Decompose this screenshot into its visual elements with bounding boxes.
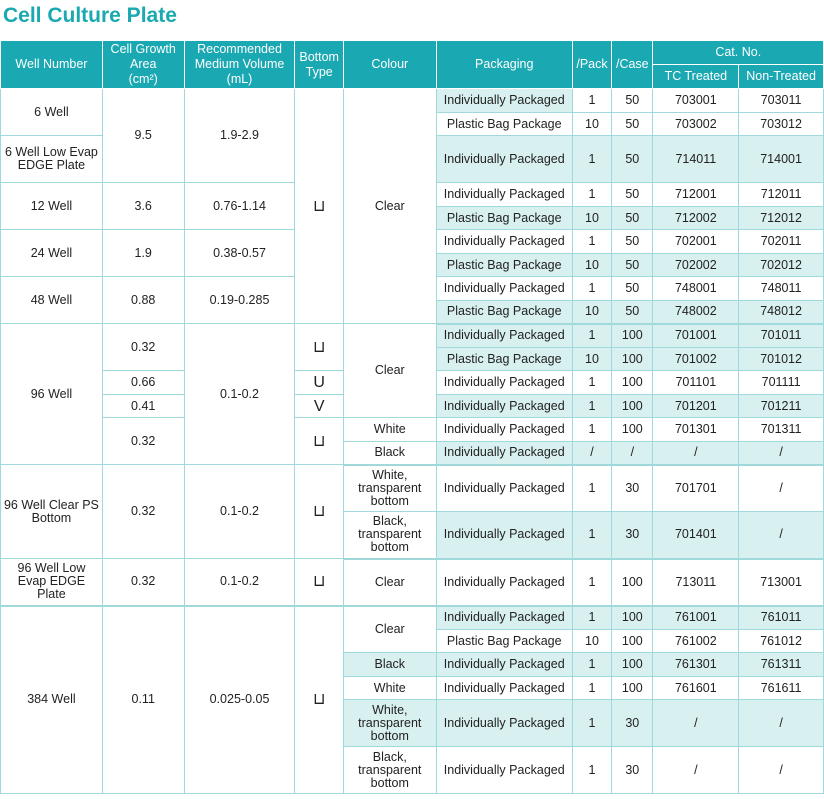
packaging-cell: Individually Packaged xyxy=(436,700,572,747)
growth-area-cell: 3.6 xyxy=(102,183,184,230)
packaging-cell: Individually Packaged xyxy=(436,418,572,442)
colour-cell: Clear xyxy=(343,559,436,606)
header-medium-volume: Recommended Medium Volume (mL) xyxy=(184,41,295,89)
case-cell: 50 xyxy=(612,113,653,136)
nt-cell: 702012 xyxy=(739,254,824,277)
case-cell: 50 xyxy=(612,136,653,183)
tc-cell: 761301 xyxy=(653,653,739,677)
packaging-cell: Individually Packaged xyxy=(436,559,572,606)
case-cell: 100 xyxy=(612,418,653,442)
packaging-cell: Individually Packaged xyxy=(436,324,572,348)
growth-area-cell: 0.11 xyxy=(102,606,184,794)
nt-cell: / xyxy=(739,442,824,465)
growth-area-cell: 0.88 xyxy=(102,277,184,324)
tc-cell: 761601 xyxy=(653,677,739,700)
well-number-cell: 48 Well xyxy=(1,277,103,324)
pack-cell: 1 xyxy=(572,324,611,348)
case-cell: 50 xyxy=(612,277,653,301)
well-number-cell: 24 Well xyxy=(1,230,103,277)
packaging-cell: Plastic Bag Package xyxy=(436,630,572,653)
well-number-cell: 12 Well xyxy=(1,183,103,230)
pack-cell: 1 xyxy=(572,700,611,747)
packaging-cell: Plastic Bag Package xyxy=(436,348,572,371)
growth-area-cell: 0.32 xyxy=(102,418,184,465)
tc-cell: 761001 xyxy=(653,606,739,630)
packaging-cell: Individually Packaged xyxy=(436,747,572,794)
flat-bottom-icon: ⊔ xyxy=(295,559,343,606)
colour-cell: White xyxy=(343,677,436,700)
well-number-cell: 6 Well Low Evap EDGE Plate xyxy=(1,136,103,183)
nt-cell: 748011 xyxy=(739,277,824,301)
packaging-cell: Individually Packaged xyxy=(436,371,572,395)
medium-volume-cell: 0.76-1.14 xyxy=(184,183,295,230)
table-row xyxy=(1,324,824,348)
pack-cell: 1 xyxy=(572,277,611,301)
tc-cell: 701201 xyxy=(653,395,739,418)
table-row xyxy=(1,418,824,442)
packaging-cell: Plastic Bag Package xyxy=(436,207,572,230)
packaging-cell: Individually Packaged xyxy=(436,136,572,183)
nt-cell: 761611 xyxy=(739,677,824,700)
tc-cell: 701701 xyxy=(653,465,739,512)
case-cell: 100 xyxy=(612,677,653,700)
growth-area-cell: 0.32 xyxy=(102,559,184,606)
medium-volume-cell: 1.9-2.9 xyxy=(184,89,295,183)
pack-cell: 10 xyxy=(572,254,611,277)
packaging-cell: Plastic Bag Package xyxy=(436,254,572,277)
cell-culture-plate-table xyxy=(0,40,824,794)
v-bottom-icon: V xyxy=(295,395,343,418)
nt-cell: 701111 xyxy=(739,371,824,395)
medium-volume-cell: 0.1-0.2 xyxy=(184,559,295,606)
nt-cell: 714001 xyxy=(739,136,824,183)
nt-cell: 701311 xyxy=(739,418,824,442)
pack-cell: 10 xyxy=(572,113,611,136)
pack-cell: 1 xyxy=(572,512,611,559)
nt-cell: / xyxy=(739,465,824,512)
pack-cell: / xyxy=(572,442,611,465)
packaging-cell: Individually Packaged xyxy=(436,465,572,512)
case-cell: 30 xyxy=(612,747,653,794)
colour-cell: White xyxy=(343,418,436,442)
growth-area-cell: 0.41 xyxy=(102,395,184,418)
tc-cell: 712002 xyxy=(653,207,739,230)
nt-cell: 748012 xyxy=(739,301,824,324)
medium-volume-cell: 0.1-0.2 xyxy=(184,324,295,465)
well-number-cell: 96 Well Clear PS Bottom xyxy=(1,465,103,559)
colour-cell: Clear xyxy=(343,89,436,324)
packaging-cell: Individually Packaged xyxy=(436,230,572,254)
nt-cell: / xyxy=(739,512,824,559)
header-growth-area: Cell Growth Area (cm²) xyxy=(102,41,184,89)
packaging-cell: Individually Packaged xyxy=(436,677,572,700)
colour-cell: Black xyxy=(343,442,436,465)
flat-bottom-icon: ⊔ xyxy=(295,465,343,559)
medium-volume-cell: 0.025-0.05 xyxy=(184,606,295,794)
case-cell: 100 xyxy=(612,324,653,348)
case-cell: 100 xyxy=(612,371,653,395)
case-cell: 30 xyxy=(612,465,653,512)
page-title: Cell Culture Plate xyxy=(3,4,177,27)
nt-cell: 761012 xyxy=(739,630,824,653)
nt-cell: 701211 xyxy=(739,395,824,418)
pack-cell: 1 xyxy=(572,677,611,700)
pack-cell: 1 xyxy=(572,653,611,677)
nt-cell: 701012 xyxy=(739,348,824,371)
header-per-pack: /Pack xyxy=(572,41,611,89)
tc-cell: 701301 xyxy=(653,418,739,442)
case-cell: 100 xyxy=(612,630,653,653)
growth-area-cell: 0.66 xyxy=(102,371,184,395)
tc-cell: 713011 xyxy=(653,559,739,606)
pack-cell: 10 xyxy=(572,348,611,371)
packaging-cell: Plastic Bag Package xyxy=(436,113,572,136)
table-row xyxy=(1,606,824,630)
case-cell: 50 xyxy=(612,207,653,230)
packaging-cell: Individually Packaged xyxy=(436,183,572,207)
case-cell: 100 xyxy=(612,653,653,677)
case-cell: 30 xyxy=(612,700,653,747)
header-cat-no: Cat. No. xyxy=(653,41,824,65)
packaging-cell: Individually Packaged xyxy=(436,277,572,301)
packaging-cell: Individually Packaged xyxy=(436,606,572,630)
growth-area-cell: 9.5 xyxy=(102,89,184,183)
tc-cell: / xyxy=(653,700,739,747)
pack-cell: 10 xyxy=(572,207,611,230)
case-cell: 50 xyxy=(612,230,653,254)
pack-cell: 1 xyxy=(572,89,611,113)
tc-cell: 714011 xyxy=(653,136,739,183)
tc-cell: 702001 xyxy=(653,230,739,254)
flat-bottom-icon: ⊔ xyxy=(295,324,343,371)
growth-area-cell: 0.32 xyxy=(102,324,184,371)
case-cell: 50 xyxy=(612,89,653,113)
medium-volume-cell: 0.19-0.285 xyxy=(184,277,295,324)
tc-cell: 701101 xyxy=(653,371,739,395)
packaging-cell: Individually Packaged xyxy=(436,653,572,677)
medium-volume-cell: 0.38-0.57 xyxy=(184,230,295,277)
colour-cell: Clear xyxy=(343,324,436,418)
pack-cell: 1 xyxy=(572,395,611,418)
nt-cell: 761311 xyxy=(739,653,824,677)
pack-cell: 10 xyxy=(572,630,611,653)
tc-cell: 748002 xyxy=(653,301,739,324)
colour-cell: Clear xyxy=(343,606,436,653)
flat-bottom-icon: ⊔ xyxy=(295,89,343,324)
case-cell: / xyxy=(612,442,653,465)
round-bottom-icon: U xyxy=(295,371,343,395)
table-row xyxy=(1,465,824,512)
header-packaging: Packaging xyxy=(436,41,572,89)
well-number-cell: 6 Well xyxy=(1,89,103,136)
nt-cell: 703012 xyxy=(739,113,824,136)
colour-cell: Black xyxy=(343,653,436,677)
tc-cell: 703002 xyxy=(653,113,739,136)
packaging-cell: Individually Packaged xyxy=(436,395,572,418)
case-cell: 100 xyxy=(612,559,653,606)
case-cell: 100 xyxy=(612,606,653,630)
case-cell: 30 xyxy=(612,512,653,559)
case-cell: 50 xyxy=(612,183,653,207)
nt-cell: 761011 xyxy=(739,606,824,630)
well-number-cell: 96 Well Low Evap EDGE Plate xyxy=(1,559,103,606)
pack-cell: 1 xyxy=(572,183,611,207)
tc-cell: 712001 xyxy=(653,183,739,207)
tc-cell: 748001 xyxy=(653,277,739,301)
tc-cell: / xyxy=(653,747,739,794)
colour-cell: White, transparent bottom xyxy=(343,700,436,747)
header-per-case: /Case xyxy=(612,41,653,89)
flat-bottom-icon: ⊔ xyxy=(295,418,343,465)
table-row xyxy=(1,559,824,606)
tc-cell: 702002 xyxy=(653,254,739,277)
case-cell: 100 xyxy=(612,348,653,371)
tc-cell: / xyxy=(653,442,739,465)
tc-cell: 701001 xyxy=(653,324,739,348)
flat-bottom-icon: ⊔ xyxy=(295,606,343,794)
header-colour: Colour xyxy=(343,41,436,89)
packaging-cell: Plastic Bag Package xyxy=(436,301,572,324)
nt-cell: 701011 xyxy=(739,324,824,348)
pack-cell: 1 xyxy=(572,418,611,442)
tc-cell: 701002 xyxy=(653,348,739,371)
case-cell: 50 xyxy=(612,254,653,277)
pack-cell: 1 xyxy=(572,559,611,606)
nt-cell: 712012 xyxy=(739,207,824,230)
nt-cell: 712011 xyxy=(739,183,824,207)
well-number-cell: 384 Well xyxy=(1,606,103,794)
header-non-treated: Non-Treated xyxy=(739,65,824,89)
nt-cell: 713001 xyxy=(739,559,824,606)
tc-cell: 761002 xyxy=(653,630,739,653)
case-cell: 100 xyxy=(612,395,653,418)
case-cell: 50 xyxy=(612,301,653,324)
growth-area-cell: 0.32 xyxy=(102,465,184,559)
nt-cell: 703011 xyxy=(739,89,824,113)
table-row xyxy=(1,89,824,113)
tc-cell: 703001 xyxy=(653,89,739,113)
nt-cell: 702011 xyxy=(739,230,824,254)
pack-cell: 1 xyxy=(572,136,611,183)
header-well-number: Well Number xyxy=(1,41,103,89)
tc-cell: 701401 xyxy=(653,512,739,559)
packaging-cell: Individually Packaged xyxy=(436,442,572,465)
pack-cell: 1 xyxy=(572,230,611,254)
header-tc-treated: TC Treated xyxy=(653,65,739,89)
nt-cell: / xyxy=(739,700,824,747)
pack-cell: 1 xyxy=(572,606,611,630)
pack-cell: 1 xyxy=(572,465,611,512)
header-bottom-type: Bottom Type xyxy=(295,41,343,89)
colour-cell: White, transparent bottom xyxy=(343,465,436,512)
colour-cell: Black, transparent bottom xyxy=(343,512,436,559)
packaging-cell: Individually Packaged xyxy=(436,89,572,113)
colour-cell: Black, transparent bottom xyxy=(343,747,436,794)
pack-cell: 1 xyxy=(572,371,611,395)
well-number-cell: 96 Well xyxy=(1,324,103,465)
growth-area-cell: 1.9 xyxy=(102,230,184,277)
pack-cell: 10 xyxy=(572,301,611,324)
medium-volume-cell: 0.1-0.2 xyxy=(184,465,295,559)
pack-cell: 1 xyxy=(572,747,611,794)
packaging-cell: Individually Packaged xyxy=(436,512,572,559)
nt-cell: / xyxy=(739,747,824,794)
